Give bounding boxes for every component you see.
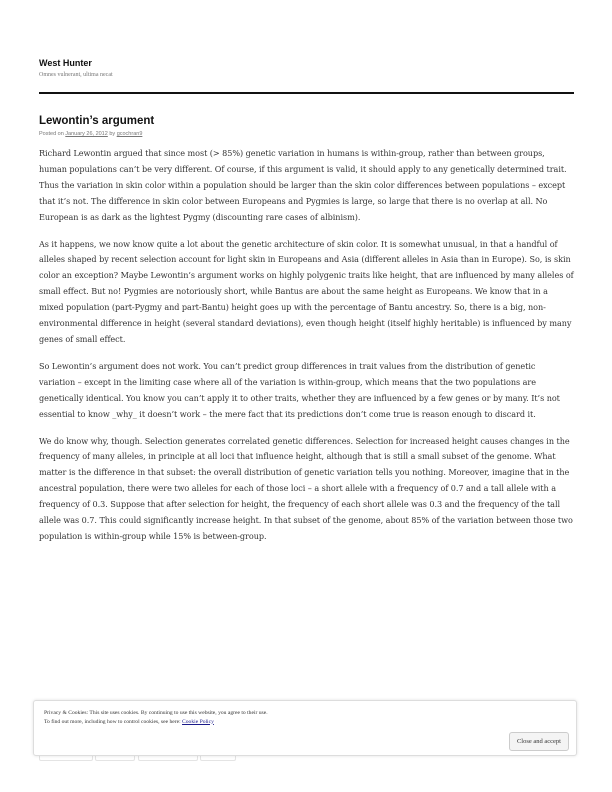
- meta-by: by: [107, 131, 117, 137]
- post-paragraph-3: So Lewontin’s argument does not work. You can’t predict group differences in trait values from the distribution of genetic variation – except in the limiting case where all of the variation is within-group, which means that the two populations are genetically identical. You know you can’t apply it to other traits, whether they are influenced by a few genes or by many. It’s not essential to know _why_ it doesn’t work – the mere fact that its predictions don’t come true is reason enough to discard it.: [39, 360, 560, 419]
- post-date-link[interactable]: January 26, 2012: [65, 131, 108, 137]
- header-divider: [39, 92, 574, 94]
- post-author-link[interactable]: gcochran9: [116, 131, 143, 137]
- cookie-line-1: Privacy & Cookies: This site uses cookies. By continuing to use this website, you agree to their use.: [44, 710, 268, 716]
- close-and-accept-button[interactable]: Close and accept: [509, 732, 569, 751]
- site-header: [39, 58, 574, 79]
- site-tagline: Omnes vulnerant, ultima necat: [39, 72, 113, 78]
- meta-prefix: Posted on: [39, 131, 66, 137]
- post-paragraph-1: Richard Lewontin argued that since most (> 85%) genetic variation in humans is within-group, rather than between groups, human populations can’t be very different. Of course, if this argument is valid, it should apply to any genetically determined trait. Thus the variation in skin color within a population should be larger than the skin color differences between populations – except that it’s not. The difference in skin color between Europeans and Pygmies is large, so large that there is no overlap at all. No European is as dark as the lightest Pygmy (discounting rare cases of albinism).: [39, 148, 567, 222]
- post-content: [39, 146, 574, 545]
- post-paragraph-4: We do know why, though. Selection generates correlated genetic differences. Selection for increased height causes changes in the frequency of many alleles, in principle at all loci that influence height, although that is still a small subset of the genome. What matter is the difference in that subset: the overall distribution of genetic variation tells you nothing. Moreover, imagine that in the ancestral population, there were two alleles for each of those loci – a short allele with a frequency of 0.7 and a tall allele with a frequency of 0.3. Suppose that after selection for height, the frequency of each short allele was 0.3 and the frequency of the tall allele was 0.7. This could significantly increase height. In that subset of the genome, about 85% of the variation between those two population is within-group while 15% is between-group.: [39, 435, 573, 541]
- cookie-text: [44, 709, 444, 726]
- cookie-line-2-text: To find out more, including how to control cookies, see here:: [44, 718, 183, 725]
- post-meta: [39, 130, 574, 138]
- site-title[interactable]: West Hunter: [39, 58, 92, 68]
- post-paragraph-2: As it happens, we now know quite a lot about the genetic architecture of skin color. It is somewhat unusual, in that a handful of alleles shaped by recent selection account for light skin in Europeans and Asia (different alleles in Asia than in Europe). So, is skin color an exception? Maybe Lewontin’s argument works on highly polygenic traits like height, that are influenced by many alleles of small effect. But no! Pygmies are notoriously short, while Bantus are about the same height as Europeans. We know that in a mixed population (part-Pygmy and part-Bantu) height goes up with the percentage of Bantu ancestry. So, there is a big, non-environmental difference in height (several standard deviations), even though height (itself highly heritable) is influenced by many genes of small effect.: [39, 238, 574, 344]
- cookie-notice: [33, 700, 577, 756]
- cookie-policy-link[interactable]: Cookie Policy: [182, 718, 214, 725]
- cookie-line-2: [44, 718, 444, 727]
- post-title[interactable]: Lewontin’s argument: [39, 115, 155, 127]
- post: [39, 114, 574, 556]
